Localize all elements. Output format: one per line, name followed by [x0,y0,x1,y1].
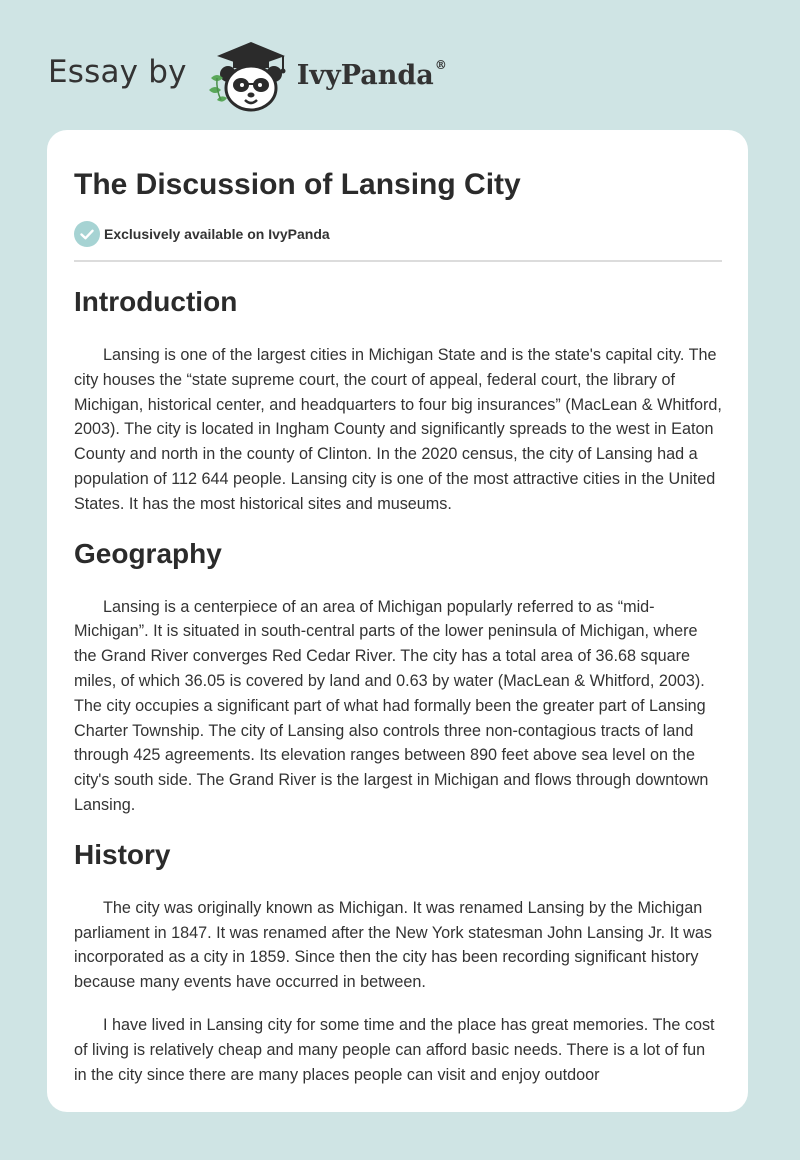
section-heading-history: History [74,838,171,870]
history-paragraph-1: The city was originally known as Michigan. It was renamed Lansing by the Michigan parliament in 1847. It was renamed after the New York statesman John Lansing Jr. It was incorporated as a city in 1859. Since then the city has been recording significant history because many events have occurred in between. [74,898,712,992]
brand-name-text: IvyPanda [296,59,434,91]
geography-paragraph: Lansing is a centerpiece of an area of Michigan popularly referred to as “mid-Michigan”. It is situated in south-central parts of the lower peninsula of Michigan, where the Grand River converges Red Cedar River. The city has a total area of 36.68 square miles, of which 36.05 is covered by land and 0.63 by water (MacLean & Whitford, 2003). The city occupies a significant part of what had formally been the greater part of Lansing Charter Township. The city of Lansing also controls three non-contagious tracts of land through 425 agreements. Its elevation ranges between 890 feet above sea level on the city's south side. The Grand River is the largest in Michigan and flows through downtown Lansing. [74,597,709,814]
section-heading-geography: Geography [74,537,222,569]
panda-graduate-logo-icon[interactable] [203,34,289,114]
site-header [48,34,447,114]
history-paragraph-2: I have lived in Lansing city for some time and the place has great memories. The cost of living is relatively cheap and many people can afford basic needs. There is a lot of fun in the city since there are many places people can visit and enjoy outdoor [74,1015,715,1084]
exclusive-badge [74,221,722,247]
essay-by-label: Essay by [48,54,187,90]
section-heading-introduction: Introduction [74,286,238,317]
article-title: The Discussion of Lansing City [74,168,521,201]
registered-mark: ® [434,57,447,72]
introduction-paragraph: Lansing is one of the largest cities in Michigan State and is the state's capital city. The city houses the “state supreme court, the court of appeal, federal court, the library of Michigan, historical center, and headquarters to four big insurances” (MacLean & Whitford, 2003). The city is located in Ingham County and significantly spreads to the west in Eaton County and north in the county of Clinton. In the 2020 census, the city of Lansing had a population of 112 644 people. Lansing city is one of the most attractive cities in the United States. It has the most historical sites and museums. [74,346,722,513]
check-circle-icon [74,221,100,247]
exclusive-badge-text: Exclusively available on IvyPanda [104,226,330,242]
brand-name[interactable] [296,57,447,91]
title-divider [74,260,722,262]
article-card [47,130,748,1112]
